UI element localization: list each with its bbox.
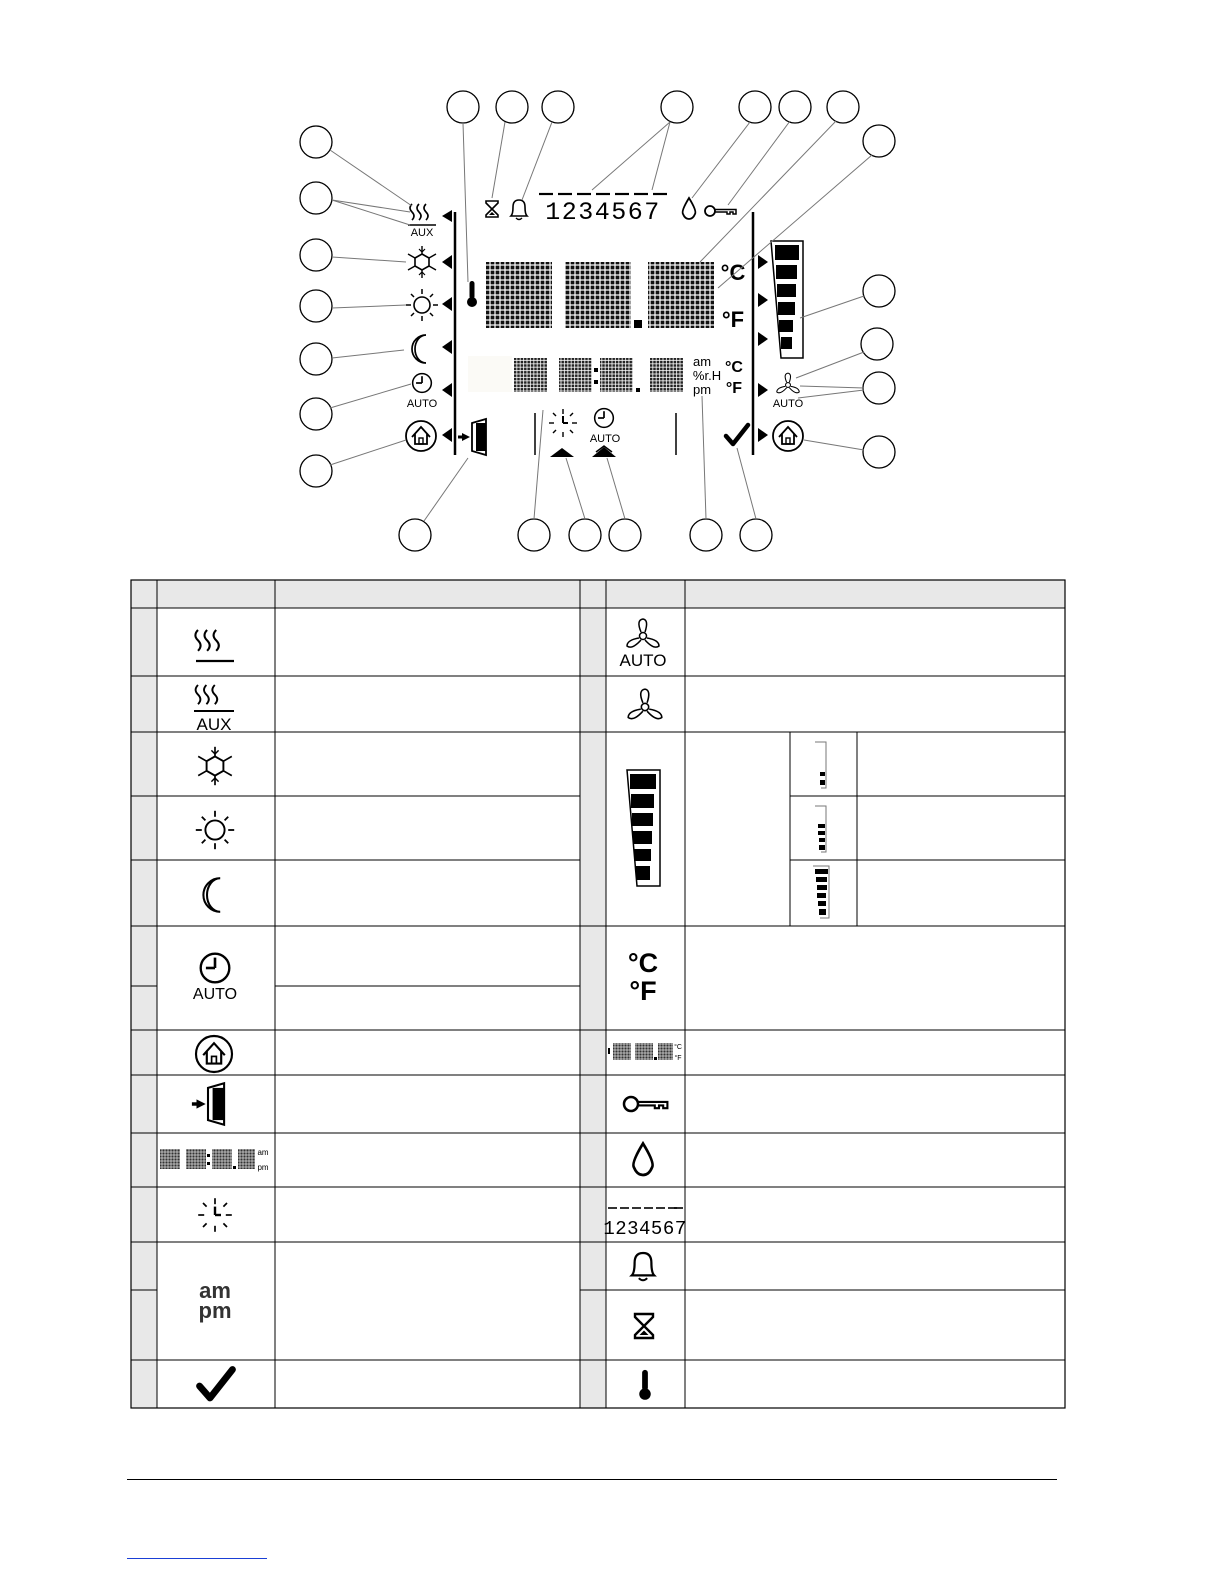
svg-text:AUX: AUX	[196, 715, 232, 734]
footer-link-underline[interactable]	[127, 1558, 267, 1559]
legend-checkmark-icon	[200, 1370, 233, 1399]
legend-week-days-icon	[603, 1208, 686, 1240]
legend-key-icon	[624, 1097, 667, 1111]
svg-text:°F: °F	[674, 1055, 682, 1062]
svg-text:°C: °C	[720, 260, 746, 285]
svg-text:AUX: AUX	[410, 227, 434, 239]
legend-fan-icon	[628, 689, 662, 719]
svg-text:°F: °F	[725, 380, 743, 397]
legend-fan-speed-high-icon	[813, 866, 829, 918]
svg-text:1234567: 1234567	[545, 198, 661, 227]
svg-text:AUTO: AUTO	[192, 986, 238, 1003]
legend-drop-icon	[633, 1144, 652, 1176]
legend-clock-auto-icon	[201, 954, 230, 983]
legend-fan-speed-mid-icon	[815, 806, 826, 852]
svg-text:pm: pm	[257, 1163, 269, 1172]
svg-text:am: am	[692, 354, 712, 369]
svg-text:am: am	[199, 1278, 231, 1303]
svg-text:am: am	[257, 1148, 269, 1157]
svg-text:AUTO: AUTO	[619, 651, 667, 670]
svg-text:AUTO: AUTO	[406, 398, 438, 410]
legend-thermometer-icon	[639, 1370, 651, 1400]
svg-text:%r.H: %r.H	[692, 368, 722, 383]
legend-snowflake-icon	[198, 747, 232, 785]
legend-home-icon	[196, 1036, 232, 1072]
legend-fan-auto-icon	[627, 619, 659, 647]
legend-door-icon	[192, 1083, 224, 1124]
svg-text:1234567: 1234567	[603, 1218, 687, 1240]
svg-text:°C: °C	[627, 948, 659, 978]
legend-time-digits-icon	[160, 1148, 269, 1172]
svg-text:pm: pm	[692, 382, 712, 397]
svg-text:°C: °C	[674, 1044, 682, 1051]
legend-hourglass-icon	[635, 1314, 653, 1338]
legend-heat-icon	[195, 630, 218, 651]
legend-fan-speed-bars-icon	[627, 770, 660, 886]
legend-bell-icon	[632, 1253, 654, 1280]
svg-text:AUTO: AUTO	[589, 433, 621, 445]
legend-aux-heat-icon	[196, 685, 218, 704]
svg-text:°F: °F	[629, 976, 657, 1006]
svg-text:°F: °F	[721, 307, 745, 332]
legend-blinking-clock-icon	[198, 1198, 232, 1232]
legend-fan-speed-low-icon	[815, 742, 826, 788]
svg-text:°C: °C	[725, 359, 743, 376]
svg-text:pm: pm	[198, 1298, 232, 1323]
legend-moon-icon	[203, 878, 220, 912]
svg-text:AUTO: AUTO	[772, 398, 804, 410]
legend-temp-display-icon	[608, 1043, 682, 1062]
footer-rule	[127, 1479, 1057, 1480]
legend-sun-icon	[196, 811, 234, 849]
